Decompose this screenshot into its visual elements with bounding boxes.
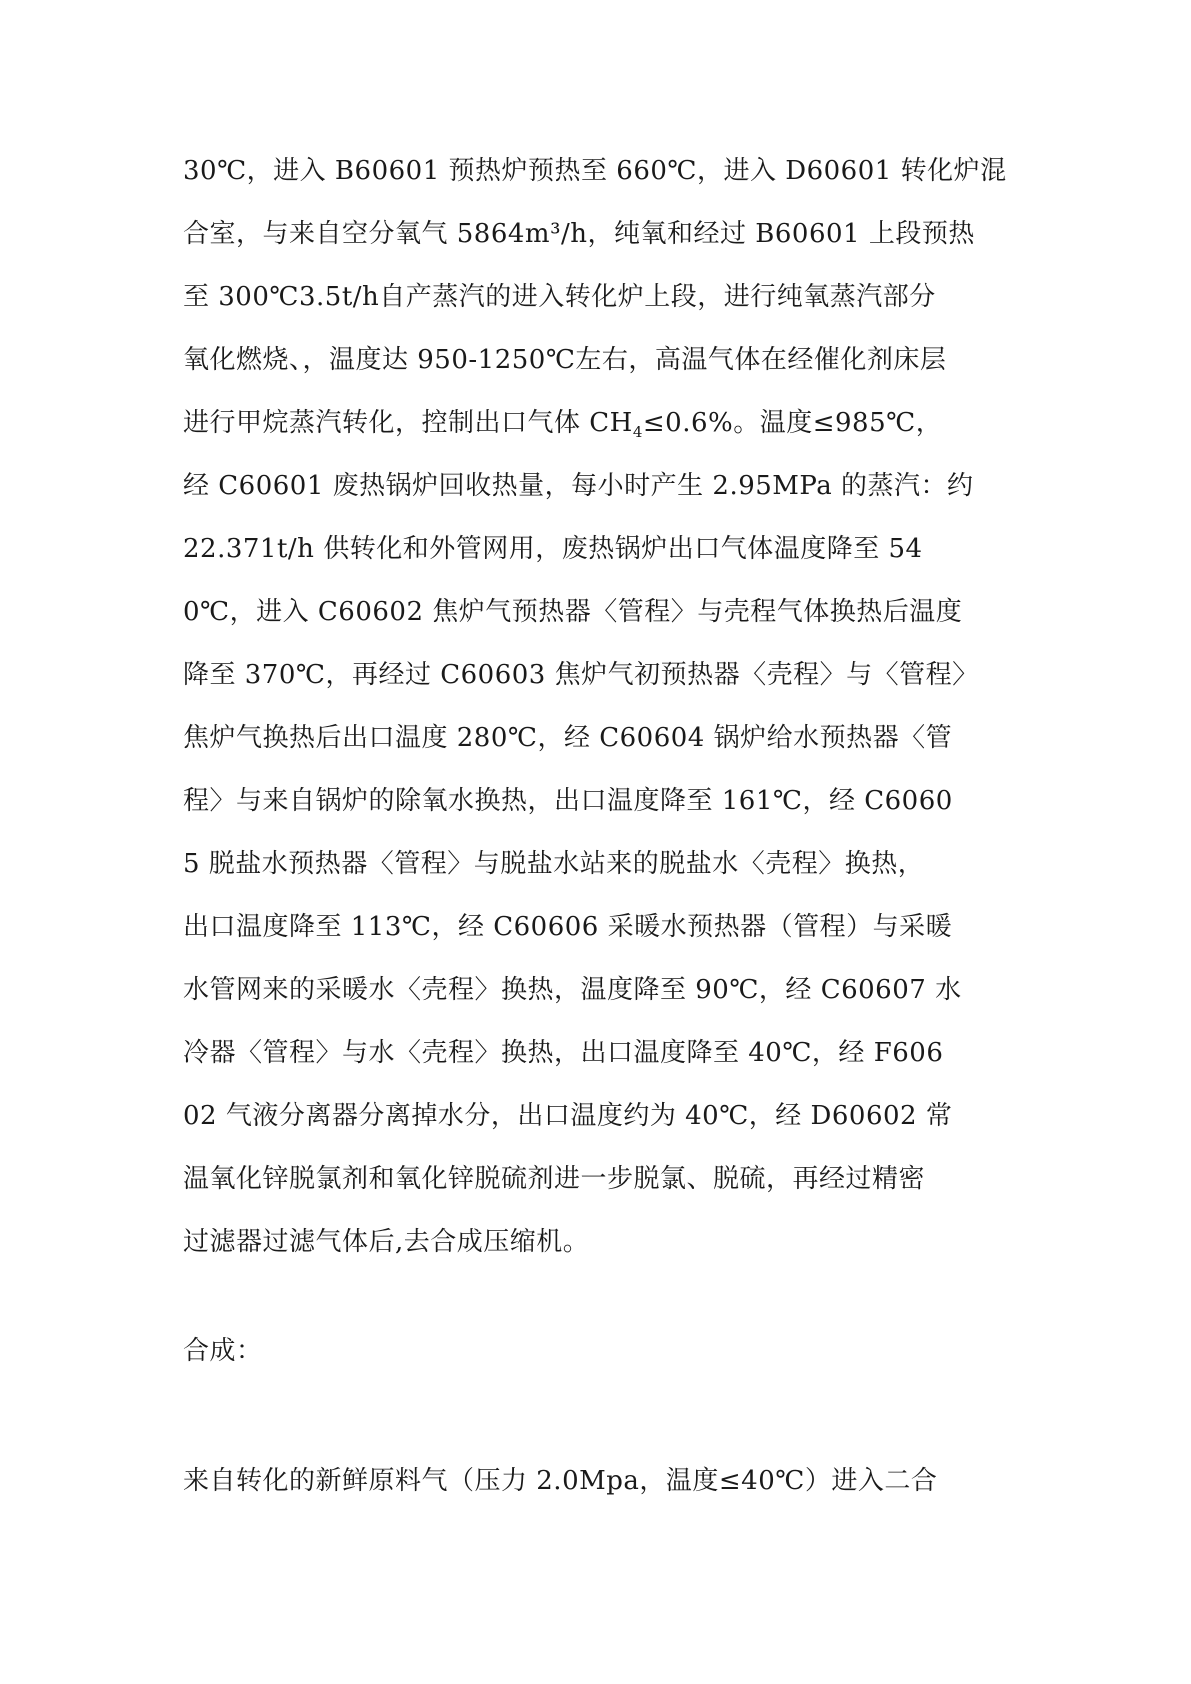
text-segment: 进行甲烷蒸汽转化，控制出口气体 CH — [183, 408, 633, 438]
text-line: 来自转化的新鲜原料气（压力 2.0Mpa，温度≤40℃）进入二合 — [183, 1466, 938, 1496]
text-line: 02 气液分离器分离掉水分，出口温度约为 40℃，经 D60602 常 — [183, 1101, 953, 1131]
text-line-ch4 — [183, 392, 1023, 455]
text-line: 22.371t/h 供转化和外管网用，废热锅炉出口气体温度降至 54 — [183, 534, 923, 564]
process-description — [183, 140, 1023, 1274]
text-line: 0℃，进入 C60602 焦炉气预热器〈管程〉与壳程气体换热后温度 — [183, 597, 963, 627]
text-line: 氧化燃烧、，温度达 950-1250℃左右，高温气体在经催化剂床层 — [183, 345, 947, 375]
text-line: 30℃，进入 B60601 预热炉预热至 660℃，进入 D60601 转化炉混 — [183, 156, 1007, 186]
subscript-4: 4 — [632, 423, 643, 441]
section-heading-synthesis — [183, 1320, 1023, 1383]
text-line: 降至 370℃，再经过 C60603 焦炉气初预热器〈壳程〉与〈管程〉 — [183, 660, 979, 690]
heading-text: 合成： — [183, 1336, 263, 1366]
text-line: 温氧化锌脱氯剂和氧化锌脱硫剂进一步脱氯、脱硫，再经过精密 — [183, 1164, 926, 1194]
text-line: 至 300℃3.5t/h自产蒸汽的进入转化炉上段，进行纯氧蒸汽部分 — [183, 282, 936, 312]
text-line: 程〉与来自锅炉的除氧水换热，出口温度降至 161℃，经 C6060 — [183, 786, 953, 816]
text-line: 5 脱盐水预热器〈管程〉与脱盐水站来的脱盐水〈壳程〉换热， — [183, 849, 925, 879]
text-segment: ≤0.6%。温度≤985℃， — [642, 408, 943, 438]
text-line: 冷器〈管程〉与水〈壳程〉换热，出口温度降至 40℃，经 F606 — [183, 1038, 944, 1068]
text-line: 合室，与来自空分氧气 5864m³/h，纯氧和经过 B60601 上段预热 — [183, 219, 975, 249]
text-line: 水管网来的采暖水〈壳程〉换热，温度降至 90℃，经 C60607 水 — [183, 975, 962, 1005]
synthesis-paragraph — [183, 1450, 1023, 1513]
text-line: 焦炉气换热后出口温度 280℃，经 C60604 锅炉给水预热器〈管 — [183, 723, 953, 753]
text-line: 出口温度降至 113℃，经 C60606 采暖水预热器（管程）与采暖 — [183, 912, 953, 942]
text-line: 过滤器过滤气体后,去合成压缩机。 — [183, 1227, 590, 1257]
text-line: 经 C60601 废热锅炉回收热量，每小时产生 2.95MPa 的蒸汽：约 — [183, 471, 974, 501]
